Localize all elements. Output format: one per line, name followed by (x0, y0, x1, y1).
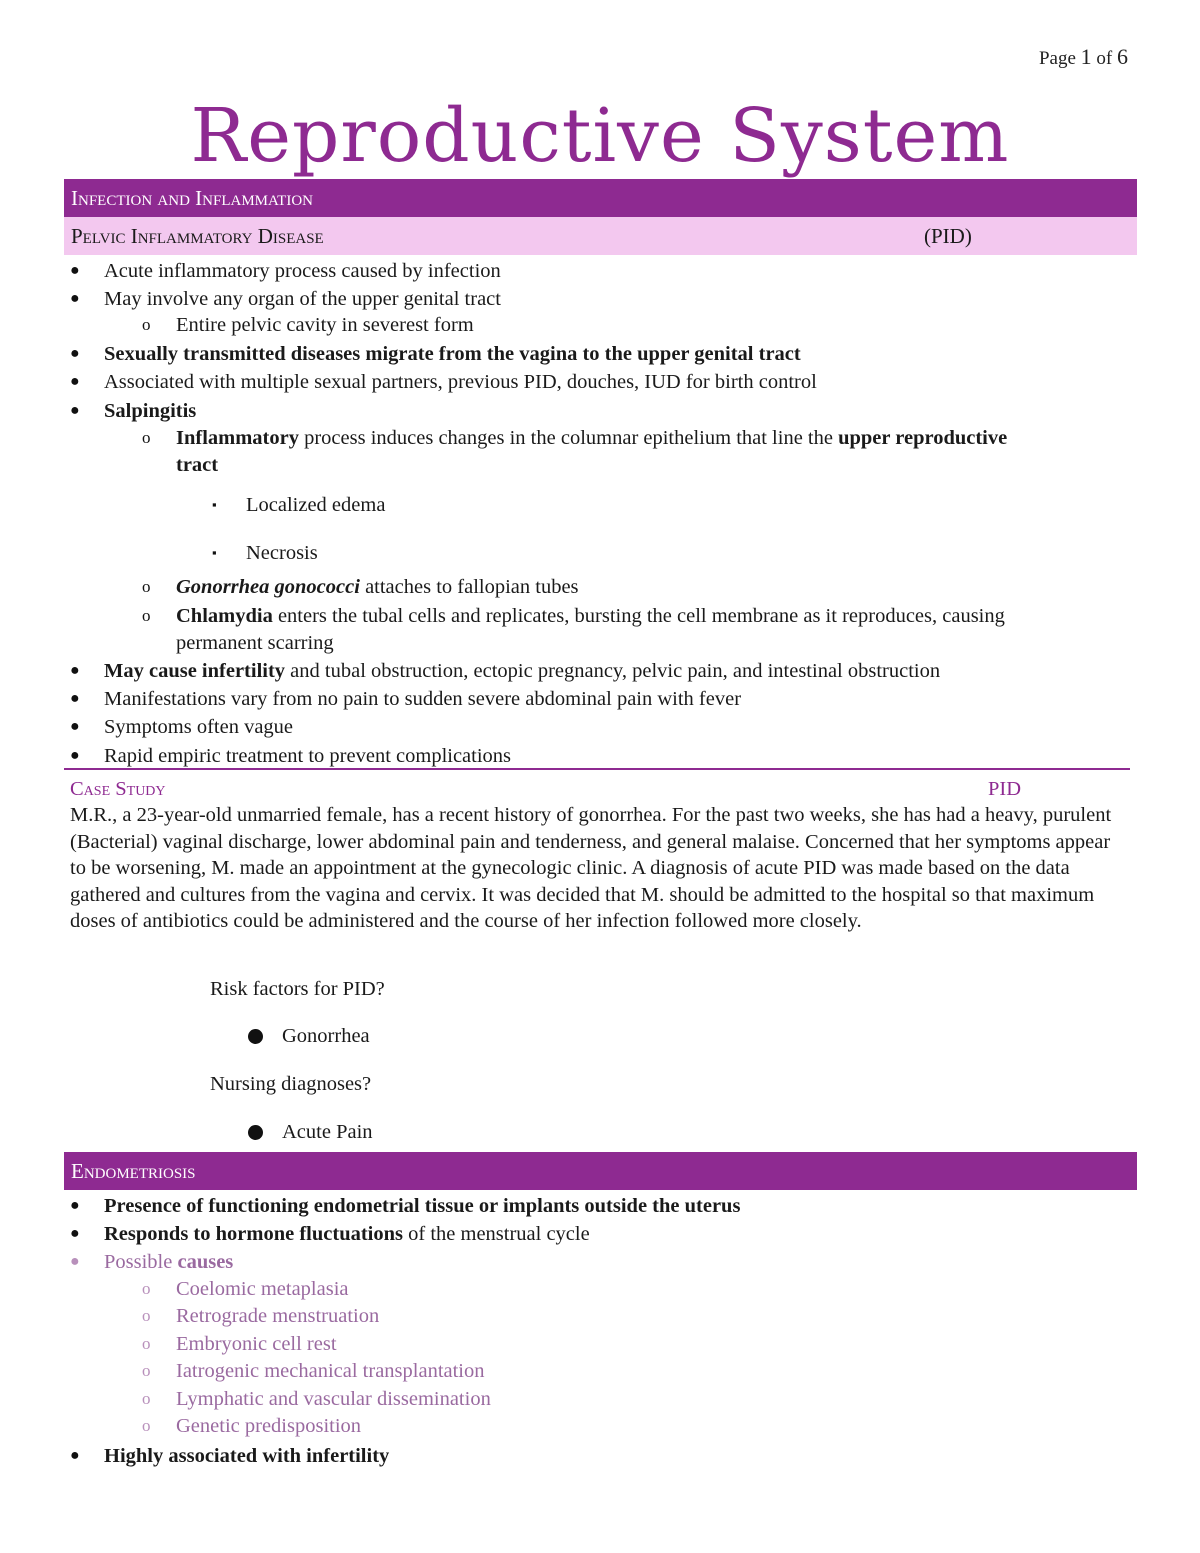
list-item: Coelomic metaplasia (176, 1278, 349, 1300)
list-item: Symptoms often vague (104, 716, 294, 738)
list-item: Associated with multiple sexual partners, previous PID, douches, IUD for birth control (104, 371, 817, 393)
circle-bullet-icon: o (142, 1306, 151, 1325)
bullet-icon: ● (70, 262, 80, 279)
page-number-sep: of (1091, 48, 1117, 69)
case-study-tag: PID (988, 778, 1022, 800)
circle-bullet-icon: o (142, 1334, 151, 1353)
section-title: Endometriosis (71, 1159, 196, 1183)
section-header-infection (64, 179, 1137, 217)
list-item (176, 425, 1007, 451)
bold-italic-term: Gonorrhea gonococci (176, 576, 360, 598)
bullet-icon: ● (70, 345, 80, 362)
bullet-icon (248, 1029, 263, 1044)
bold-term: May cause infertility (104, 660, 286, 682)
subsection-header-pid (64, 217, 1137, 255)
item-text: process induces changes in the columnar epithelium that line the (298, 427, 839, 449)
circle-bullet-icon: o (142, 1361, 151, 1380)
bullet-icon: ● (70, 690, 80, 707)
item-text: and tubal obstruction, ectopic pregnancy, pelvic pain, and intestinal obstruction (285, 660, 941, 682)
circle-bullet-icon: o (142, 1279, 151, 1298)
list-item: Retrograde menstruation (176, 1305, 380, 1327)
bullet-icon: ● (70, 402, 80, 419)
question: Nursing diagnoses? (210, 1073, 372, 1095)
circle-bullet-icon: o (142, 577, 151, 596)
list-item: Iatrogenic mechanical transplantation (176, 1360, 485, 1382)
list-item: Entire pelvic cavity in severest form (176, 314, 474, 336)
list-item: Acute inflammatory process caused by infection (104, 260, 501, 282)
subsection-abbr: (PID) (924, 224, 972, 248)
bullet-icon: ● (70, 1253, 80, 1270)
page-title: Reproductive System (190, 93, 1010, 179)
bullet-icon: ● (70, 747, 80, 764)
answer: Acute Pain (282, 1121, 373, 1143)
bold-term: upper reproductive (838, 427, 1008, 449)
list-item (104, 1249, 233, 1275)
list-item: Localized edema (246, 494, 386, 516)
list-item: Manifestations vary from no pain to sudden severe abdominal pain with fever (104, 688, 742, 710)
list-item (104, 658, 940, 684)
circle-bullet-icon: o (142, 1416, 151, 1435)
divider (64, 768, 1130, 770)
list-item: Embryonic cell rest (176, 1333, 337, 1355)
bullet-icon: ● (70, 1197, 80, 1214)
item-text: of the menstrual cycle (403, 1223, 590, 1245)
list-item: Rapid empiric treatment to prevent complications (104, 745, 512, 767)
bold-term: Responds to hormone fluctuations (104, 1223, 403, 1245)
bullet-icon: ● (70, 1225, 80, 1242)
circle-bullet-icon: o (142, 1389, 151, 1408)
item-text: Possible (104, 1251, 178, 1273)
page-number-current: 1 (1080, 44, 1092, 69)
list-item: Presence of functioning endometrial tissue or implants outside the uterus (104, 1195, 741, 1217)
case-study-paragraph: M.R., a 23-year-old unmarried female, has a recent history of gonorrhea. For the past two weeks, she has had a heavy, purulent (Bacterial) vaginal discharge, lower abdominal pain and tenderness, and general malaise. Concerned that her symptoms appear to be worsening, M. made an appointment at the gynecologic clinic. A diagnosis of acute PID was made based on the data gathered and cultures from the vagina and cervix. It was decided that M. should be admitted to the hospital so that maximum doses of antibiotics could be administered and the course of her infection followed more closely. (70, 804, 1112, 932)
square-bullet-icon: ▪ (212, 497, 217, 512)
list-item: Necrosis (246, 542, 318, 564)
list-item: Genetic predisposition (176, 1415, 362, 1437)
list-item (176, 603, 1005, 629)
page-number-prefix: Page (1038, 48, 1081, 69)
answer: Gonorrhea (282, 1025, 370, 1047)
section-title: Infection and Inflammation (71, 186, 313, 210)
list-item (176, 574, 579, 600)
list-item: Lymphatic and vascular dissemination (176, 1388, 491, 1410)
list-item (104, 1221, 590, 1247)
bold-term: Inflammatory (176, 427, 299, 449)
list-item: May involve any organ of the upper genital tract (104, 288, 501, 310)
circle-bullet-icon: o (142, 606, 151, 625)
section-header-endometriosis (64, 1152, 1137, 1190)
bullet-icon: ● (70, 290, 80, 307)
bold-term: causes (177, 1251, 234, 1273)
page-number (1039, 44, 1128, 70)
bullet-icon: ● (70, 662, 80, 679)
question: Risk factors for PID? (210, 978, 385, 1000)
bullet-icon: ● (70, 373, 80, 390)
list-item: Highly associated with infertility (104, 1445, 390, 1467)
list-item-continuation: tract (176, 454, 219, 476)
bullet-icon (248, 1125, 263, 1140)
list-item: Sexually transmitted diseases migrate from the vagina to the upper genital tract (104, 343, 801, 365)
square-bullet-icon: ▪ (212, 545, 217, 560)
list-item: Salpingitis (104, 400, 197, 422)
item-text: attaches to fallopian tubes (359, 576, 579, 598)
page-number-total: 6 (1117, 44, 1128, 69)
list-item-continuation: permanent scarring (176, 632, 334, 654)
case-study-heading: Case Study (70, 778, 166, 800)
bullet-icon: ● (70, 718, 80, 735)
bullet-icon: ● (70, 1447, 80, 1464)
subsection-title: Pelvic Inflammatory Disease (71, 224, 324, 248)
circle-bullet-icon: o (142, 315, 151, 334)
circle-bullet-icon: o (142, 428, 151, 447)
item-text: enters the tubal cells and replicates, bursting the cell membrane as it reproduces, causing (272, 605, 1005, 627)
bold-term: Chlamydia (176, 605, 273, 627)
